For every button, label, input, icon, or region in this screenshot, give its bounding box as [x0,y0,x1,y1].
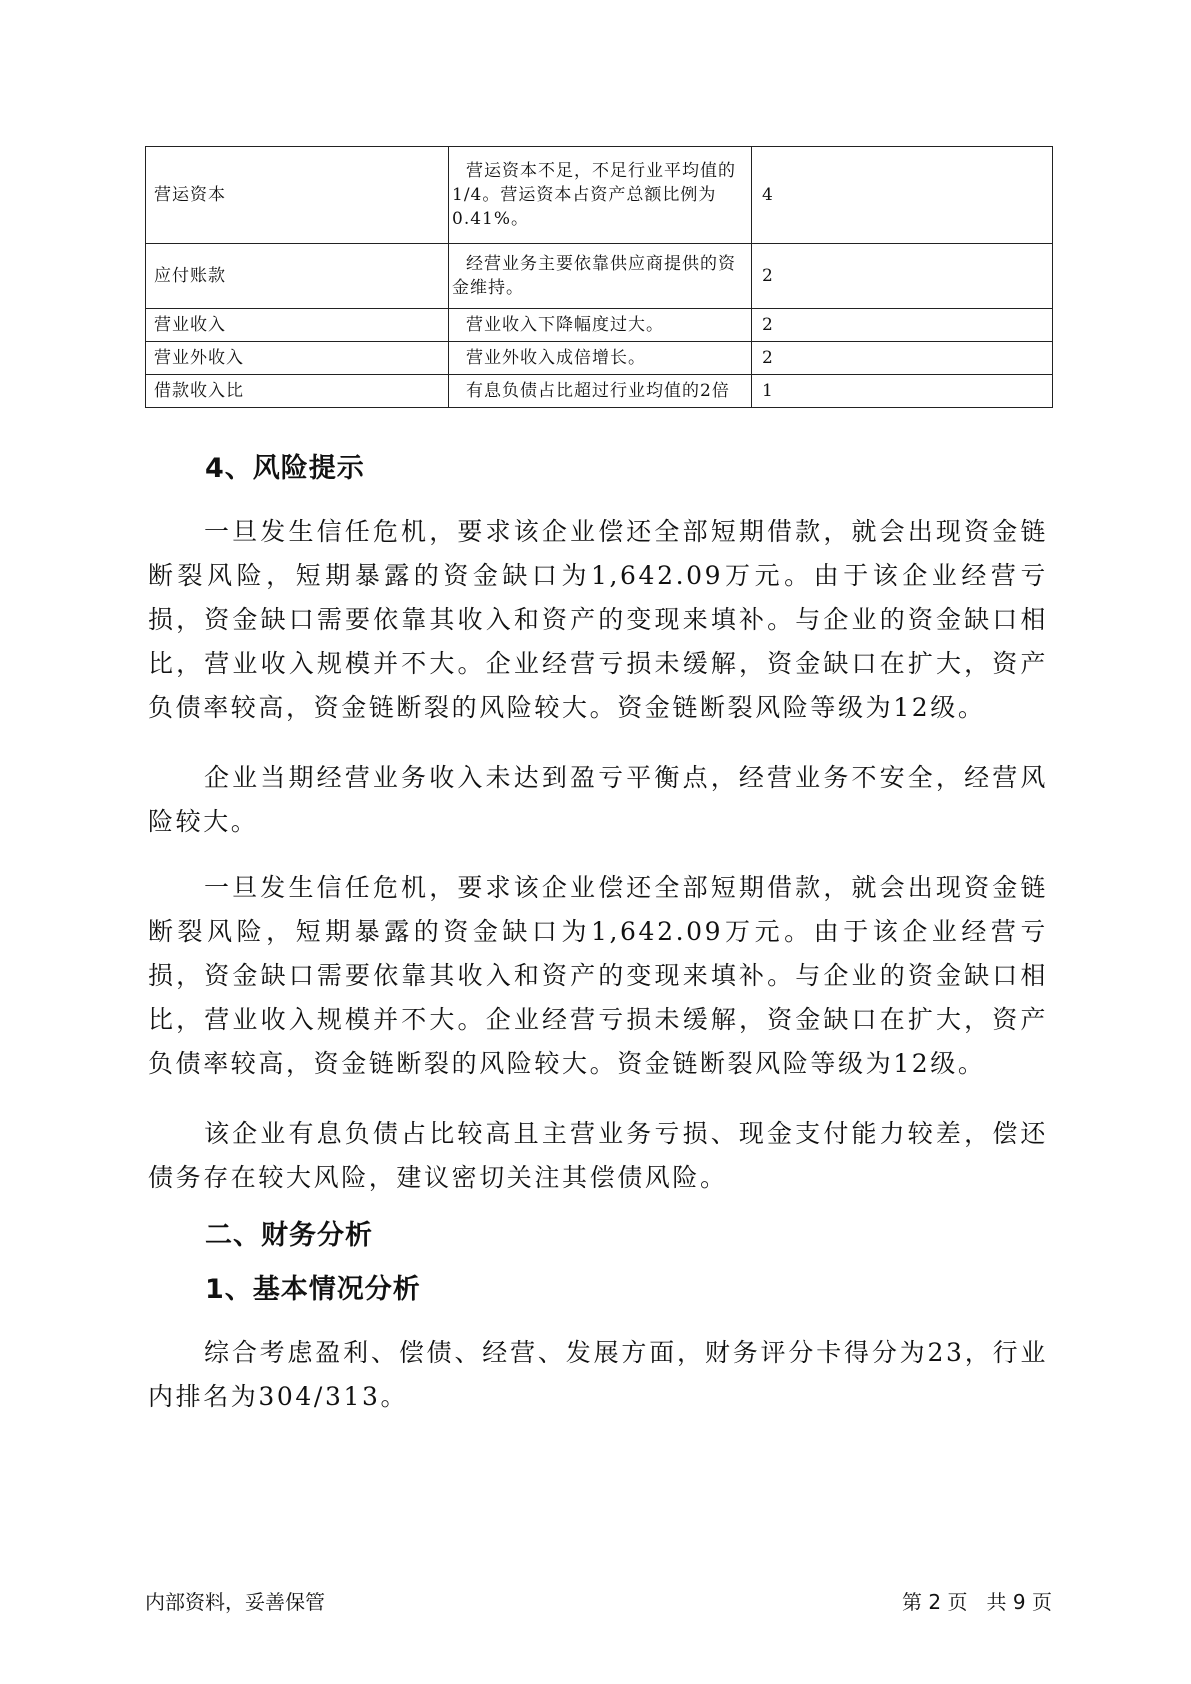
indicator-name: 应付账款 [146,244,449,309]
indicator-score: 4 [752,147,1053,244]
indicator-description: 营业外收入成倍增长。 [449,342,752,375]
page-number: 第 2 页 共 9 页 [902,1590,1052,1614]
table-row [146,309,1053,342]
financial-analysis-heading: 二、财务分析 [205,1220,373,1251]
indicator-name: 营业收入 [146,309,449,342]
indicator-name: 营业外收入 [146,342,449,375]
risk-paragraph: 企业当期经营业务收入未达到盈亏平衡点，经营业务不安全，经营风险较大。 [148,763,1048,836]
risk-paragraph: 一旦发生信任危机，要求该企业偿还全部短期借款，就会出现资金链断裂风险，短期暴露的资金缺口为1,642.09万元。由于该企业经营亏损，资金缺口需要依靠其收入和资产的变现来填补。与企业的资金缺口相比，营业收入规模并不大。企业经营亏损未缓解，资金缺口在扩大，资产负债率较高，资金链断裂的风险较大。资金链断裂风险等级为12级。 [148,517,1048,722]
table-row [146,342,1053,375]
table-row [146,147,1053,244]
indicator-description: 经营业务主要依靠供应商提供的资金维持。 [449,244,752,309]
indicator-score: 2 [752,244,1053,309]
table-row [146,244,1053,309]
indicator-description: 营运资本不足，不足行业平均值的1/4。营运资本占资产总额比例为0.41%。 [449,147,752,244]
indicator-description: 营业收入下降幅度过大。 [449,309,752,342]
risk-paragraph: 该企业有息负债占比较高且主营业务亏损、现金支付能力较差，偿还债务存在较大风险，建议密切关注其偿债风险。 [148,1119,1048,1192]
indicator-score: 1 [752,375,1053,408]
risk-warning-heading: 4、风险提示 [205,453,365,484]
indicator-name: 营运资本 [146,147,449,244]
basic-analysis-subheading: 1、基本情况分析 [205,1274,421,1305]
risk-paragraph: 一旦发生信任危机，要求该企业偿还全部短期借款，就会出现资金链断裂风险，短期暴露的资金缺口为1,642.09万元。由于该企业经营亏损，资金缺口需要依靠其收入和资产的变现来填补。与企业的资金缺口相比，营业收入规模并不大。企业经营亏损未缓解，资金缺口在扩大，资产负债率较高，资金链断裂的风险较大。资金链断裂风险等级为12级。 [148,873,1048,1078]
confidential-footer: 内部资料，妥善保管 [145,1590,325,1614]
indicator-score: 2 [752,309,1053,342]
risk-indicator-table [145,146,1053,408]
indicator-name: 借款收入比 [146,375,449,408]
table-row [146,375,1053,408]
indicator-score: 2 [752,342,1053,375]
financial-paragraph: 综合考虑盈利、偿债、经营、发展方面，财务评分卡得分为23，行业内排名为304/313。 [148,1338,1048,1411]
indicator-description: 有息负债占比超过行业均值的2倍 [449,375,752,408]
